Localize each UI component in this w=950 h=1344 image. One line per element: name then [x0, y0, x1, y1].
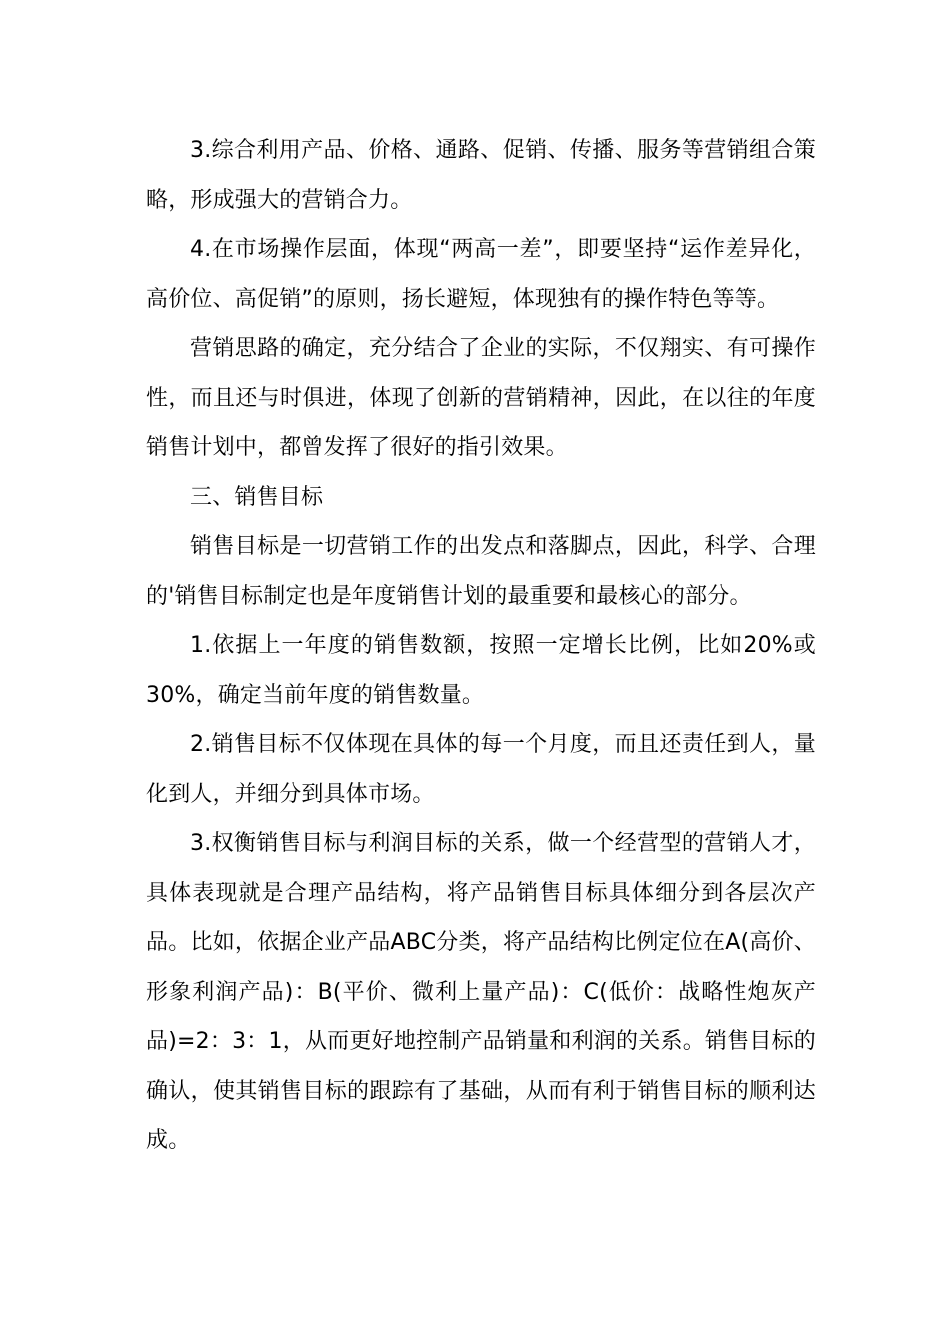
section-heading-sales-target: 三、销售目标 [190, 484, 324, 510]
paragraph-target-profit: 3.权衡销售目标与利润目标的关系，做一个经营型的营销人才，具体表现就是合理产品结构，将产品销售目标具体细分到各层次产品。比如，依据企业产品ABC分类，将产品结构比例定位在A(高价、形象利润产品)：B(平价、微利上量产品)：C(低价：战略性炮灰产品)=2：3：1，从而更好地控制产品销量和利润的关系。销售目标的确认，使其销售目标的跟踪有了基础，从而有利于销售目标的顺利达成。 [146, 831, 816, 1153]
paragraph-marketing-thinking: 营销思路的确定，充分结合了企业的实际，不仅翔实、有可操作性，而且还与时俱进，体现了创新的营销精神，因此，在以往的年度销售计划中，都曾发挥了很好的指引效果。 [146, 336, 816, 460]
paragraph-target-growth: 1.依据上一年度的销售数额，按照一定增长比例，比如20%或30%，确定当前年度的销售数量。 [146, 633, 816, 708]
paragraph-target-monthly: 2.销售目标不仅体现在具体的每一个月度，而且还责任到人，量化到人，并细分到具体市场。 [146, 732, 816, 807]
paragraph-marketing-mix: 3.综合利用产品、价格、通路、促销、传播、服务等营销组合策略，形成强大的营销合力。 [146, 138, 816, 213]
document-body [146, 126, 816, 1166]
paragraph-market-operation: 4.在市场操作层面，体现“两高一差”，即要坚持“运作差异化，高价位、高促销”的原则，扬长避短，体现独有的操作特色等等。 [146, 237, 816, 312]
paragraph-sales-target-intro: 销售目标是一切营销工作的出发点和落脚点，因此，科学、合理的'销售目标制定也是年度销售计划的最重要和最核心的部分。 [146, 534, 816, 609]
